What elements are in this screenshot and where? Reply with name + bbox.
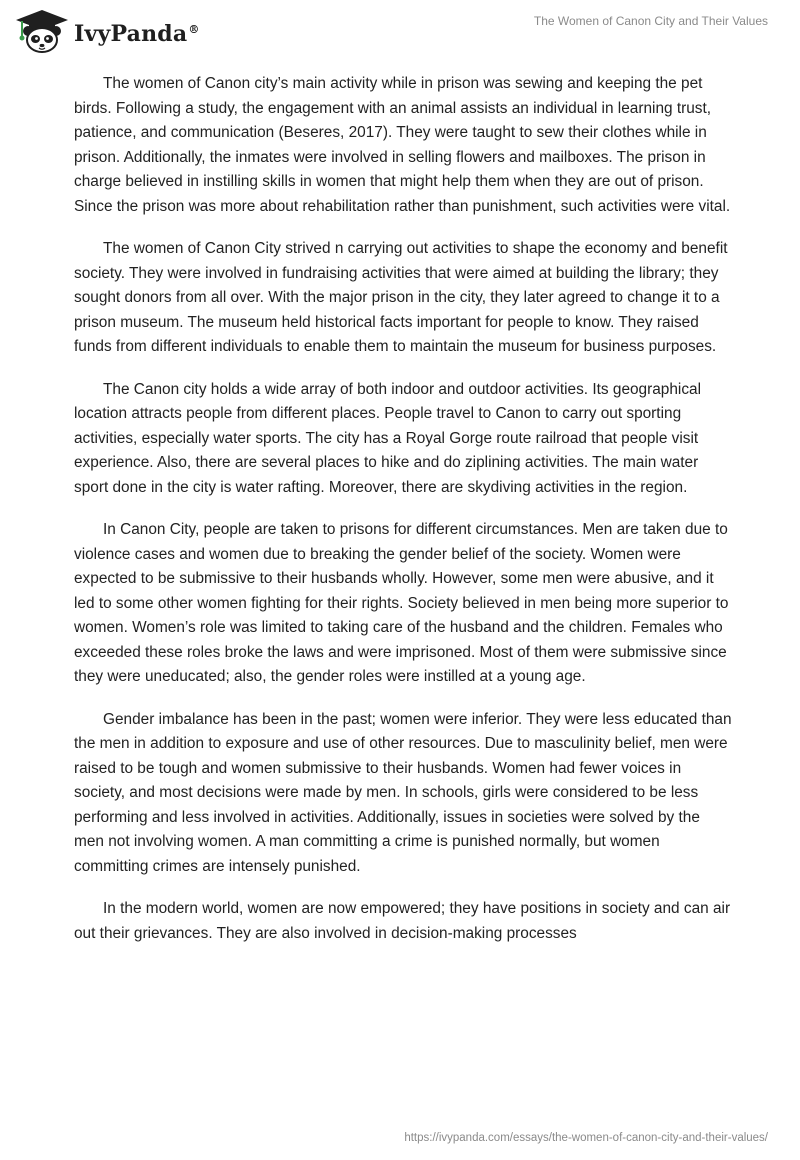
paragraph: The women of Canon City strived n carrying out activities to shape the economy and benefit society. They were involved in fundraising activities that were aimed at building the library; they sought donors from all over. With the major prison in the city, they later agreed to change it to a prison museum. The museum held historical facts important for people to know. They raised funds from different individuals to enable them to maintain the museum for business purposes.: [74, 240, 728, 355]
panda-graduate-icon: [14, 8, 70, 54]
essay-body: [74, 72, 734, 964]
brand-name-text: IvyPanda: [74, 21, 188, 47]
paragraph: The women of Canon city’s main activity while in prison was sewing and keeping the pet birds. Following a study, the engagement with an animal assists an individual in learning trust, patience, and communication (Beseres, 2017). They were taught to sew their clothes while in prison. Additionally, the inmates were involved in selling flowers and mailboxes. The prison in charge believed in instilling skills in women that might help them when they are out of prison. Since the prison was more about rehabilitation rather than punishment, such activities were vital.: [74, 75, 731, 215]
paragraph: The Canon city holds a wide array of both indoor and outdoor activities. Its geographical location attracts people from different places. People travel to Canon to carry out sporting activities, especially water sports. The city has a Royal Gorge route railroad that people visit experience. Also, there are several places to hike and do ziplining activities. The main water sport done in the city is water rafting. Moreover, there are skydiving activities in the region.: [74, 380, 702, 496]
registered-mark: ®: [188, 22, 200, 36]
source-url-link[interactable]: https://ivypanda.com/essays/the-women-of-canon-city-and-their-values/: [404, 1132, 768, 1144]
paragraph: Gender imbalance has been in the past; women were inferior. They were less educated than the men in addition to exposure and use of other resources. Due to masculinity belief, men were raised to be tough and women submissive to their husbands. Women had fewer voices in society, and most decisions were made by men. In schools, girls were considered to be less performing and less involved in activities. Additionally, issues in societies were solved by the men not involving women. A man committing a crime is punished normally, but women committing crimes are intensely punished.: [74, 710, 732, 875]
paragraph: In the modern world, women are now empowered; they have positions in society and can air out their grievances. They are also involved in decision-making processes: [74, 900, 731, 942]
document-title: The Women of Canon City and Their Values: [533, 14, 768, 28]
paragraph: In Canon City, people are taken to prisons for different circumstances. Men are taken due to violence cases and women due to breaking the gender belief of the society. Women were expected to be submissive to their husbands wholly. However, some men were abusive, and it led to some other women fighting for their rights. Society believed in men being more superior to women. Women’s role was limited to taking care of the husband and the children. Females who exceeded these roles broke the laws and were imprisoned. Most of them were submissive since they were uneducated; also, the gender roles were instilled at a young age.: [74, 521, 729, 685]
brand-name: [74, 21, 200, 47]
page-header: [0, 0, 800, 60]
ivypanda-logo[interactable]: [14, 8, 200, 54]
